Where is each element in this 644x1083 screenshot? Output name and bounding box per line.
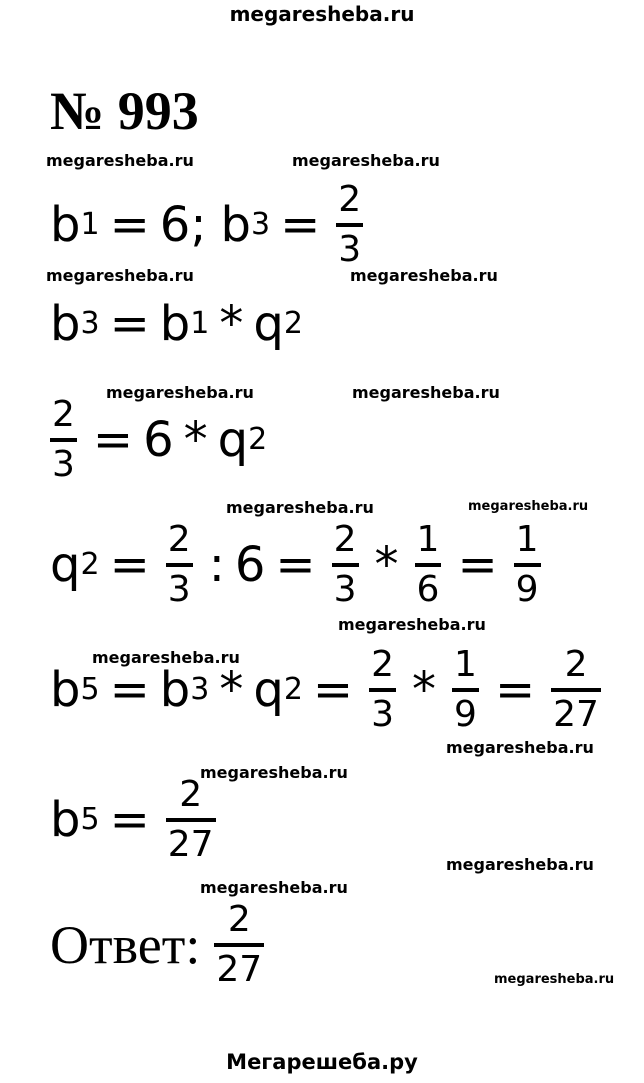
denominator: 6 [416,569,440,610]
var-q: q [253,662,284,718]
equals: = [109,662,150,718]
watermark: megaresheba.ru [106,383,254,402]
value: 6 [143,412,174,468]
watermark: megaresheba.ru [352,383,500,402]
numerator: 1 [454,644,477,685]
multiply: * [412,662,437,718]
watermark: megaresheba.ru [292,151,440,170]
equals: = [280,197,321,253]
equals: = [312,662,354,718]
numerator: 1 [416,519,440,560]
var-b: b [159,662,191,718]
denominator: 27 [553,694,599,735]
var-q: q [217,412,249,468]
numerator: 2 [52,394,75,435]
numerator: 2 [333,519,357,560]
fraction-bar [551,688,601,692]
equation-formula [50,296,303,352]
fraction-bar [166,818,216,822]
equals: = [457,537,498,593]
exponent: 2 [248,422,268,457]
numerator: 1 [515,519,539,560]
watermark: megaresheba.ru [46,266,194,285]
subscript: 3 [190,672,210,707]
fraction-bar [50,438,77,442]
denominator: 9 [515,569,539,610]
watermark: megaresheba.ru [200,763,348,782]
numerator: 2 [227,899,251,940]
exponent: 2 [283,306,303,341]
watermark: megaresheba.ru [46,151,194,170]
equation-substitute [50,395,267,485]
watermark: megaresheba.ru [92,648,240,667]
var-b: b [50,296,81,352]
fraction [336,180,363,270]
numerator: 2 [338,179,362,220]
equals: = [109,792,150,848]
watermark: megaresheba.ru [350,266,498,285]
var-b: b [50,662,81,718]
fraction-bar [369,688,396,692]
equals: = [275,537,316,593]
fraction [166,520,193,610]
equals: = [109,537,150,593]
numerator: 2 [167,519,191,560]
watermark: megaresheba.ru [446,855,594,874]
var-b: b [220,197,251,253]
var-q: q [50,537,81,593]
site-footer: Мегарешеба.ру [226,1050,418,1074]
equation-given [50,180,369,270]
denominator: 3 [52,444,75,485]
fraction-bar [415,563,442,567]
fraction-bar [214,943,264,947]
value: 6; [159,197,207,253]
subscript: 5 [80,802,100,837]
multiply: * [374,537,399,593]
numerator: 2 [371,644,395,685]
exponent: 2 [80,547,100,582]
denominator: 3 [167,569,191,610]
equals: = [494,662,536,718]
equals: = [109,197,150,253]
var-b: b [159,296,191,352]
watermark: megaresheba.ru [468,499,589,514]
equation-b5-result [50,775,222,865]
watermark: megaresheba.ru [446,738,594,757]
fraction-bar [166,563,193,567]
denominator: 27 [216,949,263,990]
numerator: 2 [179,774,203,815]
value: 6 [234,537,266,593]
fraction-bar [336,223,363,227]
fraction [514,520,541,610]
multiply: * [219,662,244,718]
equals: = [92,412,134,468]
var-b: b [50,792,81,848]
answer [50,900,270,990]
watermark: megaresheba.ru [200,878,348,897]
var-b: b [50,197,81,253]
watermark: megaresheba.ru [226,498,374,517]
fraction [332,520,359,610]
answer-fraction [214,900,264,990]
denominator: 3 [338,229,362,270]
exponent: 2 [283,672,303,707]
subscript: 5 [80,672,100,707]
problem-number: № 993 [50,81,199,141]
fraction [50,395,77,485]
fraction [369,645,396,735]
subscript: 3 [80,306,100,341]
equals: = [109,296,150,352]
answer-label: Ответ: [50,915,201,975]
fraction-bar [452,688,479,692]
numerator: 2 [564,644,588,685]
watermark: megaresheba.ru [338,615,486,634]
fraction-bar [332,563,359,567]
fraction [166,775,216,865]
var-q: q [253,296,284,352]
subscript: 1 [190,306,210,341]
denominator: 9 [454,694,477,735]
fraction [452,645,479,735]
divide: : [208,537,225,593]
fraction [551,645,601,735]
watermark: megaresheba.ru [494,972,615,987]
subscript: 1 [80,207,100,242]
multiply: * [219,296,244,352]
denominator: 27 [167,824,214,865]
fraction [415,520,442,610]
denominator: 3 [333,569,357,610]
site-header: megaresheba.ru [229,2,415,26]
equation-q-squared [50,520,547,610]
equation-b5-calc [50,645,607,735]
fraction-bar [514,563,541,567]
multiply: * [183,412,208,468]
denominator: 3 [371,694,395,735]
subscript: 3 [250,207,271,242]
